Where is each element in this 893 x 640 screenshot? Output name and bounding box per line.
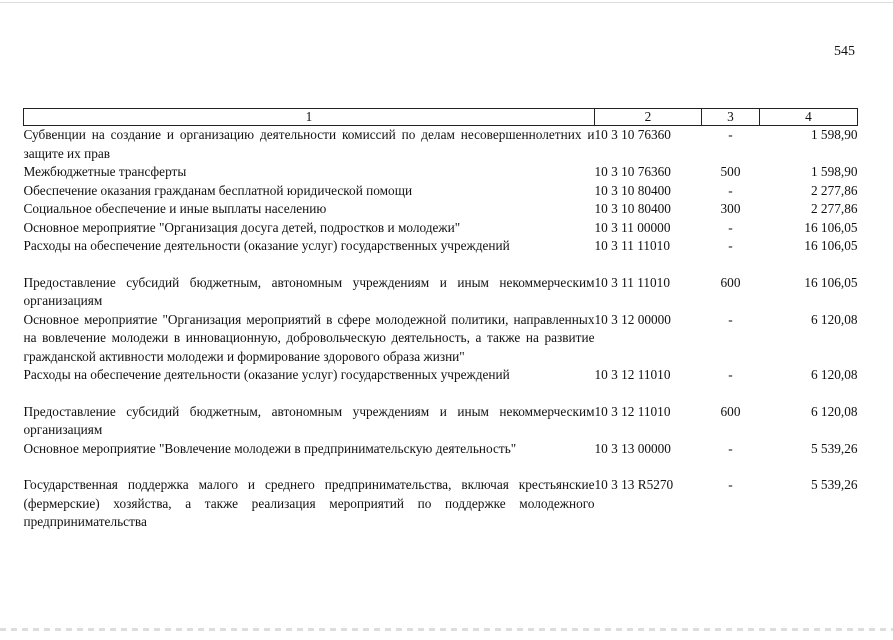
table-row	[24, 311, 858, 367]
column-header-2: 2	[595, 109, 702, 126]
row-amount: 1 598,90	[810, 164, 858, 179]
row-code: 10 3 12 11010	[594, 367, 671, 382]
row-name: Субвенции на создание и организацию деятельности комиссий по делам несовершеннолетних и защите их прав	[23, 127, 595, 161]
scan-bottom-artifact	[0, 628, 893, 631]
column-header-1: 1	[24, 109, 595, 126]
row-amount: 6 120,08	[810, 403, 858, 419]
row-name: Основное мероприятие "Организация мероприятий в сфере молодежной политики, направленных на вовлечение молодежи в инновационную, добровольческую деятельность, а также на развитие гражданской активности молодежи и формирование здорового образа жизни"	[23, 311, 595, 364]
row-name: Межбюджетные трансферты	[23, 164, 187, 179]
row-amount: 16 106,05	[804, 274, 858, 290]
row-code: 10 3 13 00000	[594, 440, 671, 456]
row-code: 10 3 11 11010	[594, 238, 670, 253]
row-type: -	[728, 182, 733, 198]
row-amount: 2 277,86	[810, 201, 858, 216]
row-code: 10 3 10 76360	[594, 127, 671, 142]
row-name: Государственная поддержка малого и среднего предпринимательства, включая крестьянские (фермерские) хозяйства, а также реализация мероприятий по поддержке молодежного предпринимательства	[23, 477, 595, 529]
row-type: -	[728, 238, 733, 253]
row-code: 10 3 10 76360	[594, 164, 671, 179]
row-name: Социальное обеспечение и иные выплаты населению	[23, 201, 327, 216]
row-amount: 6 120,08	[810, 311, 858, 327]
table-row	[24, 219, 858, 238]
column-header-4: 4	[760, 109, 858, 126]
row-code: 10 3 13 R5270	[594, 477, 674, 492]
table-row	[24, 440, 858, 477]
row-type: -	[728, 127, 733, 142]
row-amount: 16 106,05	[804, 238, 858, 253]
row-name: Предоставление субсидий бюджетным, автономным учреждениям и иным некоммерческим организациям	[23, 403, 595, 437]
row-amount: 1 598,90	[810, 127, 858, 142]
row-name: Расходы на обеспечение деятельности (оказание услуг) государственных учреждений	[23, 367, 510, 382]
table-row	[24, 126, 858, 164]
row-type: -	[728, 440, 733, 456]
row-code: 10 3 12 11010	[594, 403, 671, 419]
table-row	[24, 163, 858, 182]
table-row	[24, 182, 858, 201]
row-type: 600	[720, 403, 741, 419]
table-row	[24, 476, 858, 532]
row-amount: 16 106,05	[804, 219, 858, 235]
row-name: Расходы на обеспечение деятельности (оказание услуг) государственных учреждений	[23, 238, 510, 253]
table-row	[24, 366, 858, 403]
table-body	[24, 126, 858, 532]
row-type: 300	[720, 201, 741, 216]
page-number: 545	[834, 44, 855, 59]
row-amount: 6 120,08	[810, 367, 858, 382]
table-row	[24, 403, 858, 440]
row-amount: 5 539,26	[810, 440, 858, 456]
row-amount: 2 277,86	[810, 182, 858, 198]
table-row	[24, 274, 858, 311]
row-type: 600	[720, 274, 741, 290]
budget-table	[23, 108, 858, 532]
row-code: 10 3 11 11010	[594, 274, 670, 290]
row-name: Основное мероприятие "Вовлечение молодежи в предпринимательскую деятельность"	[23, 440, 517, 456]
row-type: -	[728, 477, 733, 492]
row-name: Обеспечение оказания гражданам бесплатной юридической помощи	[23, 182, 413, 198]
table-header	[24, 109, 858, 126]
row-code: 10 3 12 00000	[594, 311, 671, 327]
row-code: 10 3 10 80400	[594, 182, 671, 198]
table-row	[24, 200, 858, 219]
row-type: -	[728, 367, 733, 382]
row-type: -	[728, 311, 733, 327]
row-name: Основное мероприятие "Организация досуга детей, подростков и молодежи"	[23, 219, 461, 235]
row-code: 10 3 10 80400	[594, 201, 671, 216]
table-row	[24, 237, 858, 274]
row-type: 500	[720, 164, 741, 179]
row-name: Предоставление субсидий бюджетным, автономным учреждениям и иным некоммерческим организациям	[23, 274, 595, 308]
row-amount: 5 539,26	[810, 477, 858, 492]
row-code: 10 3 11 00000	[594, 219, 671, 235]
column-header-3: 3	[702, 109, 760, 126]
scan-top-edge	[0, 2, 893, 3]
row-type: -	[728, 219, 733, 235]
